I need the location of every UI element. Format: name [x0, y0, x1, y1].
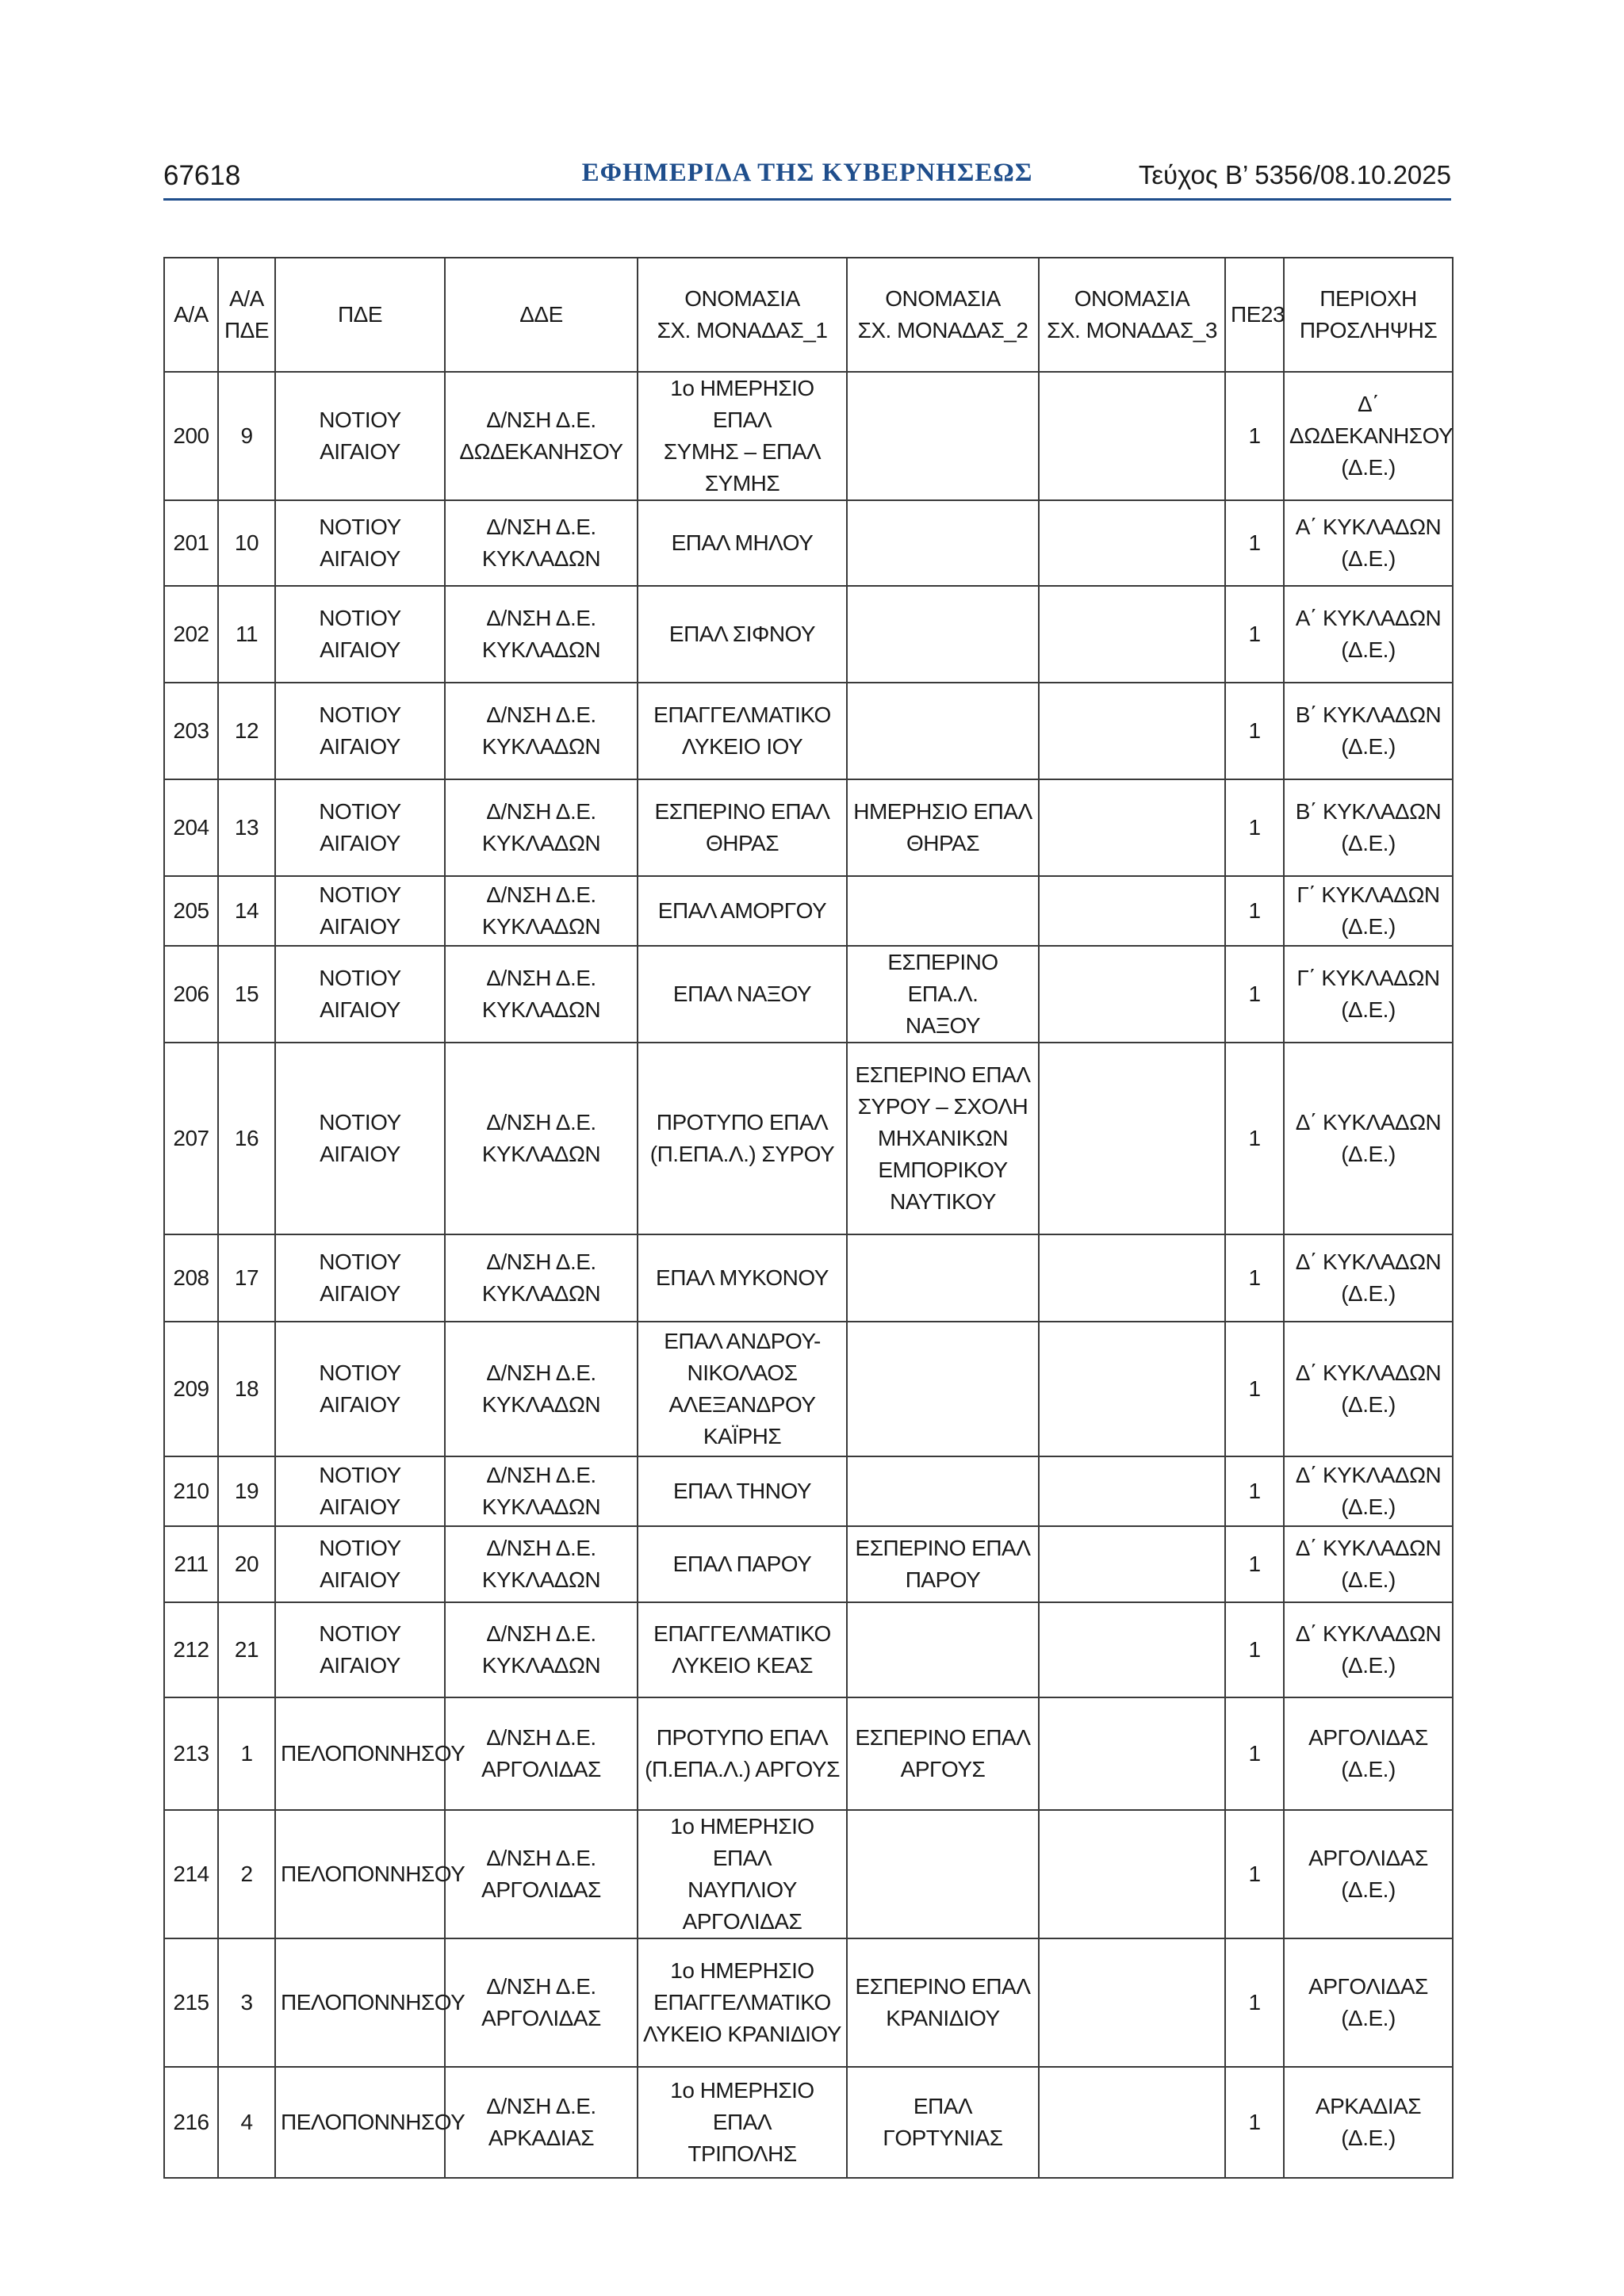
- cell-pde: ΝΟΤΙΟΥ ΑΙΓΑΙΟΥ: [275, 683, 445, 779]
- cell-unit-1: ΕΣΠΕΡΙΝΟ ΕΠΑΛ ΘΗΡΑΣ: [638, 779, 847, 876]
- cell-pe23: 1: [1225, 1938, 1284, 2067]
- cell-pe23: 1: [1225, 1456, 1284, 1526]
- column-header: ΟΝΟΜΑΣΙΑ ΣΧ. ΜΟΝΑΔΑΣ_3: [1039, 258, 1225, 372]
- cell-dde: Δ/ΝΣΗ Δ.Ε. ΚΥΚΛΑΔΩΝ: [445, 779, 638, 876]
- cell-dde: Δ/ΝΣΗ Δ.Ε. ΚΥΚΛΑΔΩΝ: [445, 1526, 638, 1602]
- cell-aa: 209: [164, 1322, 218, 1456]
- table-row: [164, 876, 1453, 946]
- cell-pde: ΝΟΤΙΟΥ ΑΙΓΑΙΟΥ: [275, 586, 445, 683]
- cell-pde: ΠΕΛΟΠΟΝΝΗΣΟΥ: [275, 1810, 445, 1938]
- cell-region: Δ΄ ΚΥΚΛΑΔΩΝ (Δ.Ε.): [1284, 1234, 1453, 1322]
- cell-aa: 207: [164, 1043, 218, 1234]
- cell-region: Γ΄ ΚΥΚΛΑΔΩΝ (Δ.Ε.): [1284, 876, 1453, 946]
- cell-unit-2: ΗΜΕΡΗΣΙΟ ΕΠΑΛ ΘΗΡΑΣ: [847, 779, 1039, 876]
- cell-aa: 213: [164, 1697, 218, 1810]
- cell-aa-pde: 14: [218, 876, 275, 946]
- cell-region: Β΄ ΚΥΚΛΑΔΩΝ (Δ.Ε.): [1284, 779, 1453, 876]
- cell-pde: ΠΕΛΟΠΟΝΝΗΣΟΥ: [275, 1938, 445, 2067]
- table-body: [164, 372, 1453, 2178]
- cell-unit-1: ΕΠΑΛ ΜΗΛΟΥ: [638, 500, 847, 586]
- cell-unit-1: 1ο ΗΜΕΡΗΣΙΟ ΕΠΑΛ ΤΡΙΠΟΛΗΣ: [638, 2067, 847, 2178]
- cell-unit-3: [1039, 586, 1225, 683]
- cell-region: Δ΄ ΚΥΚΛΑΔΩΝ (Δ.Ε.): [1284, 1043, 1453, 1234]
- table-row: [164, 1938, 1453, 2067]
- cell-region: Δ΄ ΚΥΚΛΑΔΩΝ (Δ.Ε.): [1284, 1602, 1453, 1697]
- cell-region: Δ΄ ΚΥΚΛΑΔΩΝ (Δ.Ε.): [1284, 1526, 1453, 1602]
- cell-pde: ΝΟΤΙΟΥ ΑΙΓΑΙΟΥ: [275, 876, 445, 946]
- cell-aa-pde: 19: [218, 1456, 275, 1526]
- cell-pe23: 1: [1225, 779, 1284, 876]
- cell-unit-3: [1039, 2067, 1225, 2178]
- cell-aa-pde: 12: [218, 683, 275, 779]
- cell-unit-1: ΠΡΟΤΥΠΟ ΕΠΑΛ (Π.ΕΠΑ.Λ.) ΣΥΡΟΥ: [638, 1043, 847, 1234]
- page-number: 67618: [163, 160, 241, 191]
- cell-unit-1: ΕΠΑΛ ΠΑΡΟΥ: [638, 1526, 847, 1602]
- cell-pe23: 1: [1225, 1322, 1284, 1456]
- cell-unit-2: ΕΣΠΕΡΙΝΟ ΕΠΑ.Λ. ΝΑΞΟΥ: [847, 946, 1039, 1043]
- cell-unit-1: 1ο ΗΜΕΡΗΣΙΟ ΕΠΑΛ ΣΥΜΗΣ – ΕΠΑΛ ΣΥΜΗΣ: [638, 372, 847, 500]
- cell-unit-2: ΕΣΠΕΡΙΝΟ ΕΠΑΛ ΑΡΓΟΥΣ: [847, 1697, 1039, 1810]
- cell-aa-pde: 4: [218, 2067, 275, 2178]
- table-row: [164, 946, 1453, 1043]
- cell-aa-pde: 9: [218, 372, 275, 500]
- cell-region: Α΄ ΚΥΚΛΑΔΩΝ (Δ.Ε.): [1284, 586, 1453, 683]
- gazette-title: ΕΦΗΜΕΡΙΔΑ ΤΗΣ ΚΥΒΕΡΝΗΣΕΩΣ: [581, 159, 1033, 187]
- column-header: ΟΝΟΜΑΣΙΑ ΣΧ. ΜΟΝΑΔΑΣ_2: [847, 258, 1039, 372]
- cell-aa: 202: [164, 586, 218, 683]
- table-row: [164, 1456, 1453, 1526]
- cell-pde: ΝΟΤΙΟΥ ΑΙΓΑΙΟΥ: [275, 1234, 445, 1322]
- cell-pde: ΝΟΤΙΟΥ ΑΙΓΑΙΟΥ: [275, 500, 445, 586]
- cell-pde: ΠΕΛΟΠΟΝΝΗΣΟΥ: [275, 1697, 445, 1810]
- cell-aa-pde: 16: [218, 1043, 275, 1234]
- cell-pe23: 1: [1225, 1526, 1284, 1602]
- cell-unit-1: ΠΡΟΤΥΠΟ ΕΠΑΛ (Π.ΕΠΑ.Λ.) ΑΡΓΟΥΣ: [638, 1697, 847, 1810]
- cell-aa: 212: [164, 1602, 218, 1697]
- table-row: [164, 586, 1453, 683]
- cell-aa-pde: 21: [218, 1602, 275, 1697]
- cell-unit-1: ΕΠΑΛ ΣΙΦΝΟΥ: [638, 586, 847, 683]
- cell-unit-3: [1039, 1810, 1225, 1938]
- cell-aa: 205: [164, 876, 218, 946]
- table-row: [164, 1322, 1453, 1456]
- cell-aa-pde: 2: [218, 1810, 275, 1938]
- cell-unit-2: [847, 1810, 1039, 1938]
- cell-dde: Δ/ΝΣΗ Δ.Ε. ΚΥΚΛΑΔΩΝ: [445, 500, 638, 586]
- cell-aa-pde: 18: [218, 1322, 275, 1456]
- cell-unit-2: [847, 500, 1039, 586]
- cell-aa-pde: 13: [218, 779, 275, 876]
- cell-unit-3: [1039, 1526, 1225, 1602]
- table-row: [164, 2067, 1453, 2178]
- table-row: [164, 1602, 1453, 1697]
- cell-region: ΑΡΚΑΔΙΑΣ (Δ.Ε.): [1284, 2067, 1453, 2178]
- cell-unit-2: ΕΣΠΕΡΙΝΟ ΕΠΑΛ ΠΑΡΟΥ: [847, 1526, 1039, 1602]
- cell-aa: 204: [164, 779, 218, 876]
- cell-pe23: 1: [1225, 1697, 1284, 1810]
- cell-pde: ΝΟΤΙΟΥ ΑΙΓΑΙΟΥ: [275, 1526, 445, 1602]
- cell-pde: ΝΟΤΙΟΥ ΑΙΓΑΙΟΥ: [275, 779, 445, 876]
- cell-unit-3: [1039, 1043, 1225, 1234]
- cell-pe23: 1: [1225, 500, 1284, 586]
- cell-pe23: 1: [1225, 2067, 1284, 2178]
- issue-reference: Τεύχος Β’ 5356/08.10.2025: [1138, 160, 1451, 189]
- table-row: [164, 779, 1453, 876]
- cell-unit-1: 1ο ΗΜΕΡΗΣΙΟ ΕΠΑΓΓΕΛΜΑΤΙΚΟ ΛΥΚΕΙΟ ΚΡΑΝΙΔΙΟΥ: [638, 1938, 847, 2067]
- cell-pe23: 1: [1225, 1043, 1284, 1234]
- cell-dde: Δ/ΝΣΗ Δ.Ε. ΑΡΓΟΛΙΔΑΣ: [445, 1810, 638, 1938]
- table-row: [164, 1234, 1453, 1322]
- cell-pde: ΠΕΛΟΠΟΝΝΗΣΟΥ: [275, 2067, 445, 2178]
- cell-aa: 210: [164, 1456, 218, 1526]
- column-header: ΠΕ23: [1225, 258, 1284, 372]
- cell-unit-2: [847, 586, 1039, 683]
- cell-aa: 211: [164, 1526, 218, 1602]
- cell-pe23: 1: [1225, 586, 1284, 683]
- cell-unit-1: ΕΠΑΓΓΕΛΜΑΤΙΚΟ ΛΥΚΕΙΟ ΙΟΥ: [638, 683, 847, 779]
- cell-unit-3: [1039, 1322, 1225, 1456]
- cell-region: ΑΡΓΟΛΙΔΑΣ (Δ.Ε.): [1284, 1810, 1453, 1938]
- cell-pe23: 1: [1225, 1810, 1284, 1938]
- cell-aa-pde: 17: [218, 1234, 275, 1322]
- cell-unit-2: [847, 1322, 1039, 1456]
- cell-dde: Δ/ΝΣΗ Δ.Ε. ΚΥΚΛΑΔΩΝ: [445, 1043, 638, 1234]
- cell-aa-pde: 3: [218, 1938, 275, 2067]
- cell-region: ΑΡΓΟΛΙΔΑΣ (Δ.Ε.): [1284, 1697, 1453, 1810]
- cell-unit-2: [847, 1602, 1039, 1697]
- cell-aa-pde: 15: [218, 946, 275, 1043]
- cell-dde: Δ/ΝΣΗ Δ.Ε. ΑΡΓΟΛΙΔΑΣ: [445, 1697, 638, 1810]
- cell-region: Δ΄ ΚΥΚΛΑΔΩΝ (Δ.Ε.): [1284, 1456, 1453, 1526]
- cell-pde: ΝΟΤΙΟΥ ΑΙΓΑΙΟΥ: [275, 1456, 445, 1526]
- cell-unit-3: [1039, 1697, 1225, 1810]
- cell-dde: Δ/ΝΣΗ Δ.Ε. ΚΥΚΛΑΔΩΝ: [445, 1456, 638, 1526]
- cell-unit-2: [847, 876, 1039, 946]
- cell-unit-1: ΕΠΑΛ ΑΝΔΡΟΥ- ΝΙΚΟΛΑΟΣ ΑΛΕΞΑΝΔΡΟΥ ΚΑΪΡΗΣ: [638, 1322, 847, 1456]
- cell-dde: Δ/ΝΣΗ Δ.Ε. ΑΡΚΑΔΙΑΣ: [445, 2067, 638, 2178]
- cell-pe23: 1: [1225, 683, 1284, 779]
- cell-aa: 208: [164, 1234, 218, 1322]
- table-row: [164, 1043, 1453, 1234]
- cell-aa-pde: 11: [218, 586, 275, 683]
- cell-region: Γ΄ ΚΥΚΛΑΔΩΝ (Δ.Ε.): [1284, 946, 1453, 1043]
- cell-unit-3: [1039, 779, 1225, 876]
- cell-aa-pde: 20: [218, 1526, 275, 1602]
- cell-pde: ΝΟΤΙΟΥ ΑΙΓΑΙΟΥ: [275, 372, 445, 500]
- cell-region: Α΄ ΚΥΚΛΑΔΩΝ (Δ.Ε.): [1284, 500, 1453, 586]
- cell-unit-3: [1039, 1456, 1225, 1526]
- page-header: [163, 155, 1451, 200]
- table-header-row: [164, 258, 1453, 372]
- cell-pe23: 1: [1225, 876, 1284, 946]
- staffing-table: [163, 257, 1454, 2179]
- cell-region: Β΄ ΚΥΚΛΑΔΩΝ (Δ.Ε.): [1284, 683, 1453, 779]
- cell-pde: ΝΟΤΙΟΥ ΑΙΓΑΙΟΥ: [275, 1043, 445, 1234]
- cell-dde: Δ/ΝΣΗ Δ.Ε. ΚΥΚΛΑΔΩΝ: [445, 586, 638, 683]
- cell-aa: 206: [164, 946, 218, 1043]
- cell-pde: ΝΟΤΙΟΥ ΑΙΓΑΙΟΥ: [275, 1602, 445, 1697]
- cell-aa-pde: 10: [218, 500, 275, 586]
- cell-region: Δ΄ ΔΩΔΕΚΑΝΗΣΟΥ (Δ.Ε.): [1284, 372, 1453, 500]
- cell-aa: 200: [164, 372, 218, 500]
- cell-dde: Δ/ΝΣΗ Δ.Ε. ΚΥΚΛΑΔΩΝ: [445, 1322, 638, 1456]
- cell-unit-3: [1039, 372, 1225, 500]
- cell-pe23: 1: [1225, 372, 1284, 500]
- cell-dde: Δ/ΝΣΗ Δ.Ε. ΔΩΔΕΚΑΝΗΣΟΥ: [445, 372, 638, 500]
- cell-unit-3: [1039, 946, 1225, 1043]
- cell-unit-1: ΕΠΑΛ ΤΗΝΟΥ: [638, 1456, 847, 1526]
- table-row: [164, 1526, 1453, 1602]
- cell-pe23: 1: [1225, 1602, 1284, 1697]
- cell-unit-2: ΕΣΠΕΡΙΝΟ ΕΠΑΛ ΣΥΡΟΥ – ΣΧΟΛΗ ΜΗΧΑΝΙΚΩΝ ΕΜΠΟΡΙΚΟΥ ΝΑΥΤΙΚΟΥ: [847, 1043, 1039, 1234]
- cell-dde: Δ/ΝΣΗ Δ.Ε. ΚΥΚΛΑΔΩΝ: [445, 946, 638, 1043]
- cell-unit-1: ΕΠΑΓΓΕΛΜΑΤΙΚΟ ΛΥΚΕΙΟ ΚΕΑΣ: [638, 1602, 847, 1697]
- cell-aa: 214: [164, 1810, 218, 1938]
- table-row: [164, 372, 1453, 500]
- column-header: Α/Α ΠΔΕ: [218, 258, 275, 372]
- table-row: [164, 500, 1453, 586]
- table-row: [164, 1697, 1453, 1810]
- cell-pe23: 1: [1225, 946, 1284, 1043]
- column-header: Α/Α: [164, 258, 218, 372]
- cell-unit-1: ΕΠΑΛ ΝΑΞΟΥ: [638, 946, 847, 1043]
- cell-unit-2: [847, 1234, 1039, 1322]
- cell-dde: Δ/ΝΣΗ Δ.Ε. ΑΡΓΟΛΙΔΑΣ: [445, 1938, 638, 2067]
- cell-unit-1: 1ο ΗΜΕΡΗΣΙΟ ΕΠΑΛ ΝΑΥΠΛΙΟΥ ΑΡΓΟΛΙΔΑΣ: [638, 1810, 847, 1938]
- cell-unit-2: ΕΠΑΛ ΓΟΡΤΥΝΙΑΣ: [847, 2067, 1039, 2178]
- cell-aa: 216: [164, 2067, 218, 2178]
- cell-pde: ΝΟΤΙΟΥ ΑΙΓΑΙΟΥ: [275, 946, 445, 1043]
- cell-aa: 215: [164, 1938, 218, 2067]
- cell-unit-3: [1039, 1938, 1225, 2067]
- cell-unit-3: [1039, 500, 1225, 586]
- table-row: [164, 1810, 1453, 1938]
- cell-dde: Δ/ΝΣΗ Δ.Ε. ΚΥΚΛΑΔΩΝ: [445, 876, 638, 946]
- cell-aa-pde: 1: [218, 1697, 275, 1810]
- header-rule: [163, 198, 1451, 201]
- cell-unit-3: [1039, 1234, 1225, 1322]
- cell-dde: Δ/ΝΣΗ Δ.Ε. ΚΥΚΛΑΔΩΝ: [445, 1234, 638, 1322]
- column-header: ΠΔΕ: [275, 258, 445, 372]
- cell-pde: ΝΟΤΙΟΥ ΑΙΓΑΙΟΥ: [275, 1322, 445, 1456]
- cell-unit-3: [1039, 876, 1225, 946]
- cell-pe23: 1: [1225, 1234, 1284, 1322]
- column-header: ΔΔΕ: [445, 258, 638, 372]
- cell-unit-3: [1039, 683, 1225, 779]
- cell-dde: Δ/ΝΣΗ Δ.Ε. ΚΥΚΛΑΔΩΝ: [445, 683, 638, 779]
- cell-unit-3: [1039, 1602, 1225, 1697]
- cell-aa: 203: [164, 683, 218, 779]
- cell-unit-2: [847, 683, 1039, 779]
- cell-unit-1: ΕΠΑΛ ΑΜΟΡΓΟΥ: [638, 876, 847, 946]
- column-header: ΟΝΟΜΑΣΙΑ ΣΧ. ΜΟΝΑΔΑΣ_1: [638, 258, 847, 372]
- cell-unit-2: [847, 1456, 1039, 1526]
- cell-unit-2: ΕΣΠΕΡΙΝΟ ΕΠΑΛ ΚΡΑΝΙΔΙΟΥ: [847, 1938, 1039, 2067]
- table-row: [164, 683, 1453, 779]
- cell-region: Δ΄ ΚΥΚΛΑΔΩΝ (Δ.Ε.): [1284, 1322, 1453, 1456]
- cell-region: ΑΡΓΟΛΙΔΑΣ (Δ.Ε.): [1284, 1938, 1453, 2067]
- column-header: ΠΕΡΙΟΧΗ ΠΡΟΣΛΗΨΗΣ: [1284, 258, 1453, 372]
- cell-unit-2: [847, 372, 1039, 500]
- cell-aa: 201: [164, 500, 218, 586]
- cell-dde: Δ/ΝΣΗ Δ.Ε. ΚΥΚΛΑΔΩΝ: [445, 1602, 638, 1697]
- cell-unit-1: ΕΠΑΛ ΜΥΚΟΝΟΥ: [638, 1234, 847, 1322]
